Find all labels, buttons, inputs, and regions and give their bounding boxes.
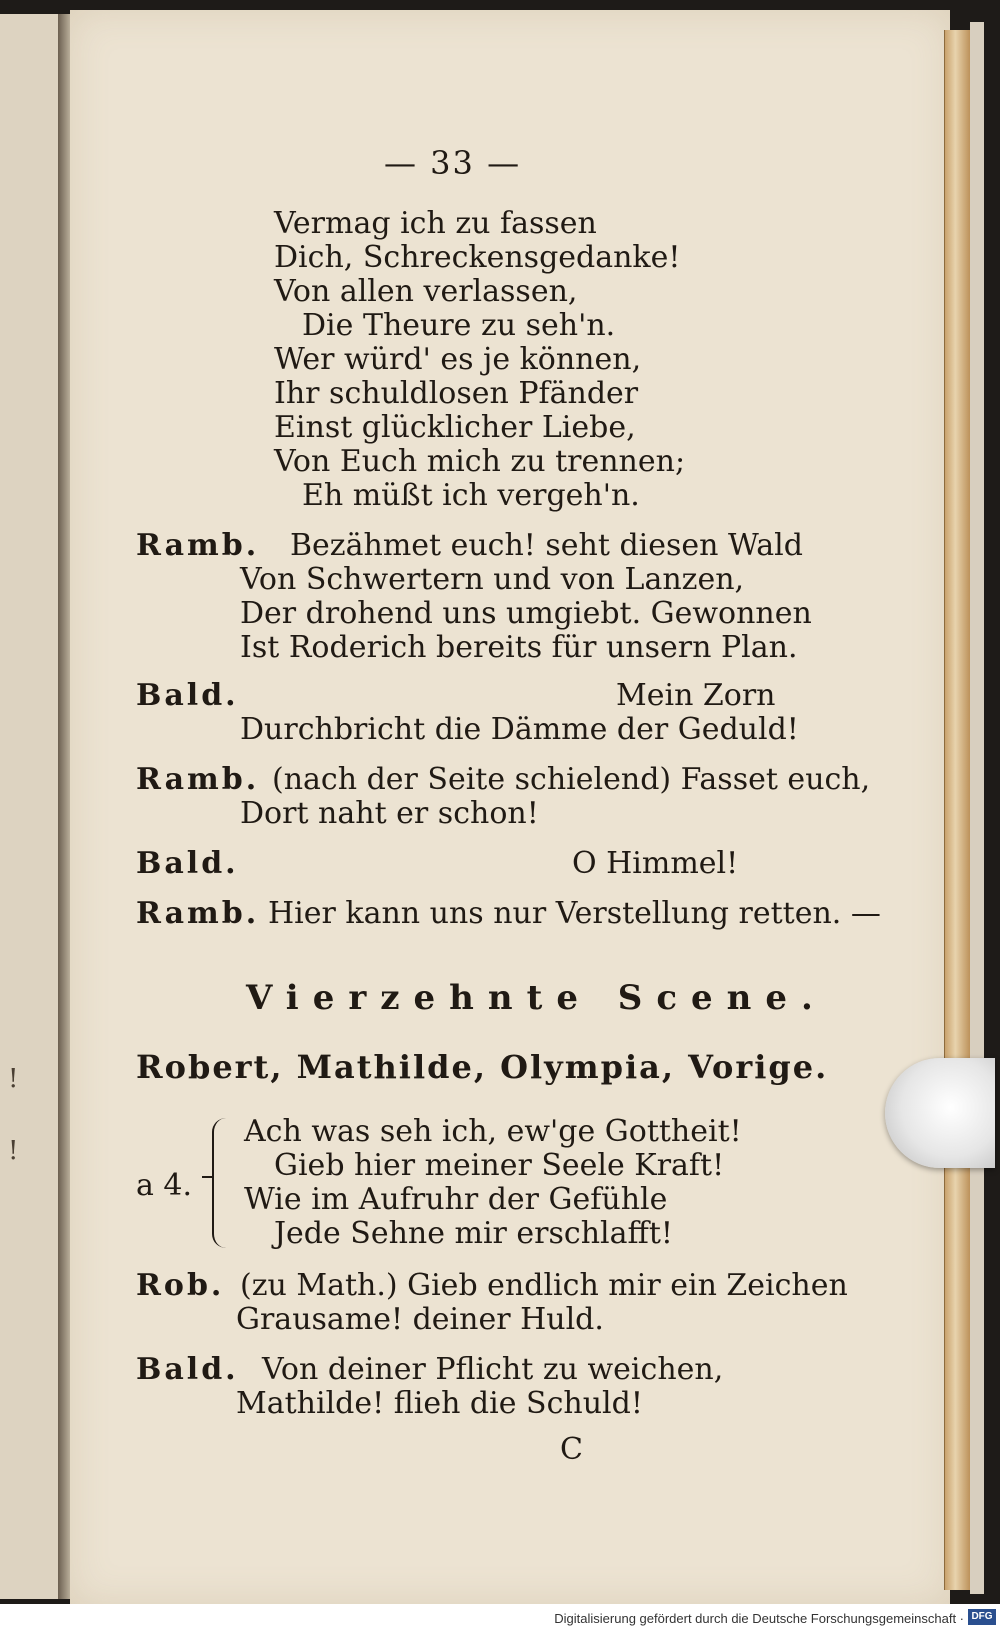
speaker-name: Bald. (136, 846, 239, 881)
speaker-name: Ramb. (136, 896, 260, 931)
dialogue-line: Der drohend uns umgiebt. Gewonnen (240, 596, 812, 631)
dialogue-line: Von Schwertern und von Lanzen, (240, 562, 745, 597)
dialogue-line: Dort naht er schon! (240, 796, 539, 831)
speaker-name: Rob. (136, 1268, 225, 1303)
ensemble-line: Gieb hier meiner Seele Kraft! (274, 1148, 725, 1183)
character-list: Robert, Mathilde, Olympia, Vorige. (136, 1048, 829, 1086)
verse-line: Ihr schuldlosen Pfänder (274, 376, 639, 411)
verse-line: Einst glücklicher Liebe, (274, 410, 636, 445)
dialogue-line: Mathilde! flieh die Schuld! (236, 1386, 643, 1421)
scene-heading: Vierzehnte Scene. (246, 978, 827, 1018)
dialogue-line: O Himmel! (572, 846, 739, 881)
page-number: — 33 — (384, 144, 522, 182)
facing-page-mark: ! (8, 1136, 19, 1166)
dialogue-line: Ist Roderich bereits für unsern Plan. (240, 630, 798, 665)
verse-line: Von allen verlassen, (274, 274, 578, 309)
speaker-name: Bald. (136, 1352, 239, 1387)
dialogue-line: Mein Zorn (616, 678, 776, 713)
book-gutter (58, 14, 70, 1599)
facing-page-edge (0, 14, 60, 1599)
dfg-logo: DFG (968, 1609, 996, 1625)
dialogue-line: Hier kann uns nur Verstellung retten. — (268, 896, 881, 931)
signature-mark: C (560, 1432, 583, 1467)
verse-line: Eh müßt ich vergeh'n. (302, 478, 640, 513)
page-clip (885, 1058, 995, 1168)
verse-line: Von Euch mich zu trennen; (274, 444, 686, 479)
ensemble-line: Ach was seh ich, ew'ge Gottheit! (244, 1114, 742, 1149)
page-block-edge (944, 30, 971, 1590)
ensemble-line: Wie im Aufruhr der Gefühle (244, 1182, 668, 1217)
facing-page-mark: ! (8, 1064, 19, 1094)
verse-line: Vermag ich zu fassen (274, 206, 597, 241)
verse-line: Wer würd' es je können, (274, 342, 642, 377)
dialogue-line: (zu Math.) Gieb endlich mir ein Zeichen (240, 1268, 848, 1303)
dialogue-line: Bezähmet euch! seht diesen Wald (290, 528, 803, 563)
dialogue-line: Grausame! deiner Huld. (236, 1302, 604, 1337)
dialogue-line: (nach der Seite schielend) Fasset euch, (272, 762, 871, 797)
background-sheet (970, 22, 984, 1594)
verse-line: Dich, Schreckensgedanke! (274, 240, 681, 275)
curly-brace (212, 1118, 232, 1248)
speaker-name: Ramb. (136, 528, 260, 563)
dialogue-line: Durchbricht die Dämme der Geduld! (240, 712, 799, 747)
dialogue-line: Von deiner Pflicht zu weichen, (262, 1352, 724, 1387)
verse-line: Die Theure zu seh'n. (302, 308, 616, 343)
ensemble-label: a 4. (136, 1168, 193, 1203)
speaker-name: Ramb. (136, 762, 260, 797)
speaker-name: Bald. (136, 678, 239, 713)
footer-text: Digitalisierung gefördert durch die Deutsche Forschungsgemeinschaft · (554, 1611, 964, 1626)
ensemble-line: Jede Sehne mir erschlafft! (274, 1216, 673, 1251)
digitization-footer (0, 1604, 1000, 1632)
